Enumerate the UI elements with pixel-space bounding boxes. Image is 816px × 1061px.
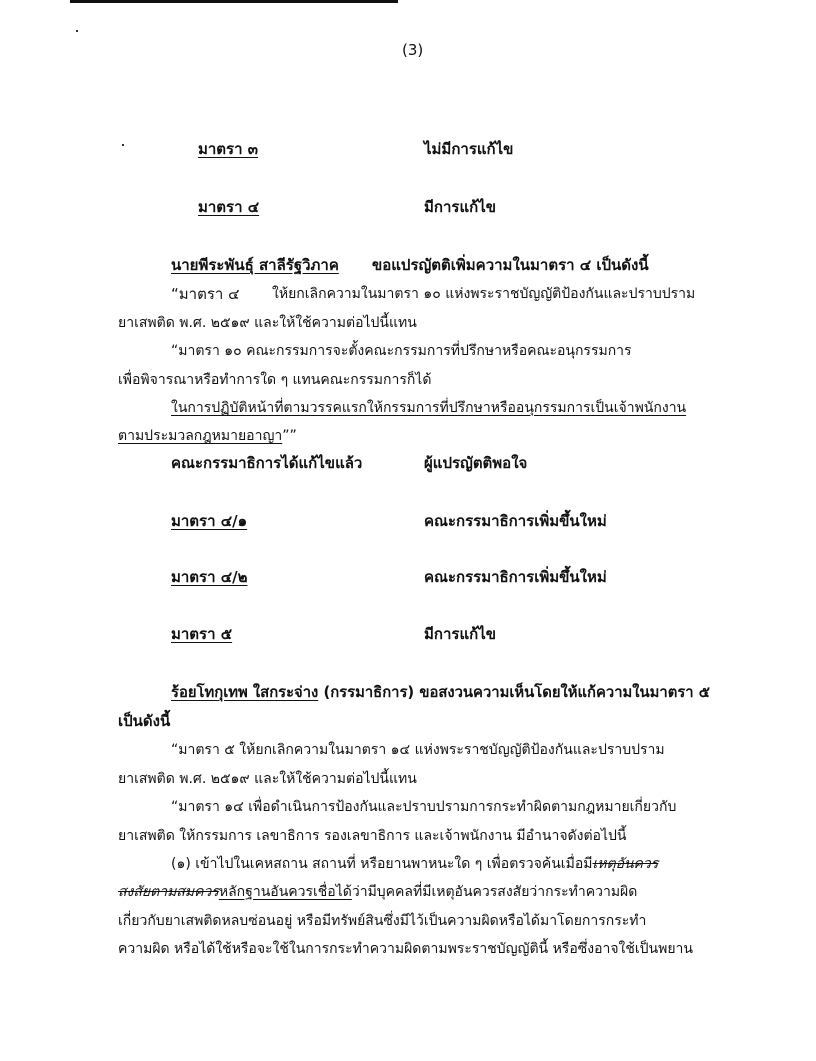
amendment-para-cont: ยาเสพติด พ.ศ. ๒๕๑๙ และให้ใช้ความต่อไปนี้แทน (118, 315, 417, 331)
amendment-para-2: “มาตรา ๑๐ คณะกรรมการจะตั้งคณะกรรมการที่ปรึกษาหรือคณะอนุกรรมการ (171, 343, 632, 359)
reservation-para-3-line4: ความผิด หรือได้ใช้หรือจะใช้ในการกระทำความผิดตามพระราชบัญญัตินี้ หรือซึ่งอาจใช้เป็นพยาน (118, 941, 693, 957)
struck-text: เหตุอันควร (592, 856, 659, 872)
reservation-para-3-start: (๑) เข้าไปในเคหสถาน สถานที่ หรือยานพาหนะใด ๆ เพื่อตรวจค้นเมื่อมี (171, 856, 593, 872)
top-rule (70, 0, 398, 3)
reservation-cont: เป็นดังนี้ (118, 712, 171, 730)
reservation-para-2-cont: ยาเสพติด ให้กรรมการ เลขาธิการ รองเลขาธิการ และเจ้าพนักงาน มีอำนาจดังต่อไปนี้ (118, 828, 627, 844)
reservation-para-1-cont: ยาเสพติด พ.ศ. ๒๕๑๙ และให้ใช้ความต่อไปนี้แทน (118, 771, 417, 787)
amendment-proposal: ขอแปรญัตติเพิ่มความในมาตรา ๔ เป็นดังนี้ (372, 256, 649, 274)
amendment-para-3-line2 (118, 426, 297, 446)
reservation-para-2: “มาตรา ๑๔ เพื่อดำเนินการป้องกันและปราบปรามการกระทำผิดตามกฎหมายเกี่ยวกับ (171, 799, 677, 815)
section-4-1-label: มาตรา ๔/๑ (171, 512, 248, 530)
reservation-role: (กรรมาธิการ) ขอสงวนความเห็นโดยให้แก้ความในมาตรา ๕ (323, 683, 710, 701)
reservation-line (171, 682, 710, 702)
reservation-para-3-line1 (171, 854, 658, 874)
amendment-para-3-line1: ในการปฏิบัติหน้าที่ตามวรรคแรกให้กรรมการที่ปรึกษาหรืออนุกรรมการเป็นเจ้าพนักงาน (171, 400, 687, 416)
amendment-para-3-line2-text: ตามประมวลกฎหมายอาญา (118, 428, 283, 444)
struck-text: สงสัยตามสมควร (118, 884, 219, 900)
section-3-status: ไม่มีการแก้ไข (424, 140, 514, 158)
section-5-label: มาตรา ๕ (171, 625, 233, 643)
page-number: (3) (402, 41, 424, 59)
reservation-para-3-line3: เกี่ยวกับยาเสพติดหลบซ่อนอยู่ หรือมีทรัพย์สินซึ่งมีไว้เป็นความผิดหรือได้มาโดยการกระทำ (118, 913, 647, 929)
amendment-para-2-cont: เพื่อพิจารณาหรือทำการใด ๆ แทนคณะกรรมการก็ได้ (118, 372, 432, 388)
section-4-1-status: คณะกรรมาธิการเพิ่มขึ้นใหม่ (424, 512, 607, 530)
section-5-status: มีการแก้ไข (424, 625, 496, 643)
section-4-2-status: คณะกรรมาธิการเพิ่มขึ้นใหม่ (424, 568, 607, 586)
section-4-2-label: มาตรา ๔/๒ (171, 568, 248, 586)
section-4-label: มาตรา ๔ (198, 198, 260, 216)
inserted-text: หลักฐานอันควรเชื่อได้ (218, 884, 352, 900)
scan-speck (122, 144, 124, 146)
reservation-proposer: ร้อยโทกุเทพ ใสกระจ่าง (171, 683, 319, 701)
reservation-para-3-rest: ว่ามีบุคคลที่มีเหตุอันควรสงสัยว่ากระทำความผิด (351, 884, 638, 900)
scan-speck (76, 30, 78, 32)
amendment-proposer: นายพีระพันธุ์ สาลีรัฐวิภาค (171, 256, 339, 274)
reservation-para-3-line2 (118, 882, 637, 902)
committee-label: คณะกรรมาธิการได้แก้ไขแล้ว (171, 454, 363, 472)
amendment-para-label: “มาตรา ๔ (171, 285, 240, 303)
amendment-closing-quotes: ”” (282, 428, 297, 444)
section-3-label: มาตรา ๓ (198, 140, 259, 158)
section-4-status: มีการแก้ไข (424, 198, 496, 216)
amendment-para-text: ให้ยกเลิกความในมาตรา ๑๐ แห่งพระราชบัญญัติป้องกันและปราบปราม (272, 286, 696, 302)
committee-result: ผู้แปรญัตติพอใจ (424, 454, 528, 472)
reservation-para-1: “มาตรา ๕ ให้ยกเลิกความในมาตรา ๑๔ แห่งพระราชบัญญัติป้องกันและปราบปราม (171, 742, 665, 758)
